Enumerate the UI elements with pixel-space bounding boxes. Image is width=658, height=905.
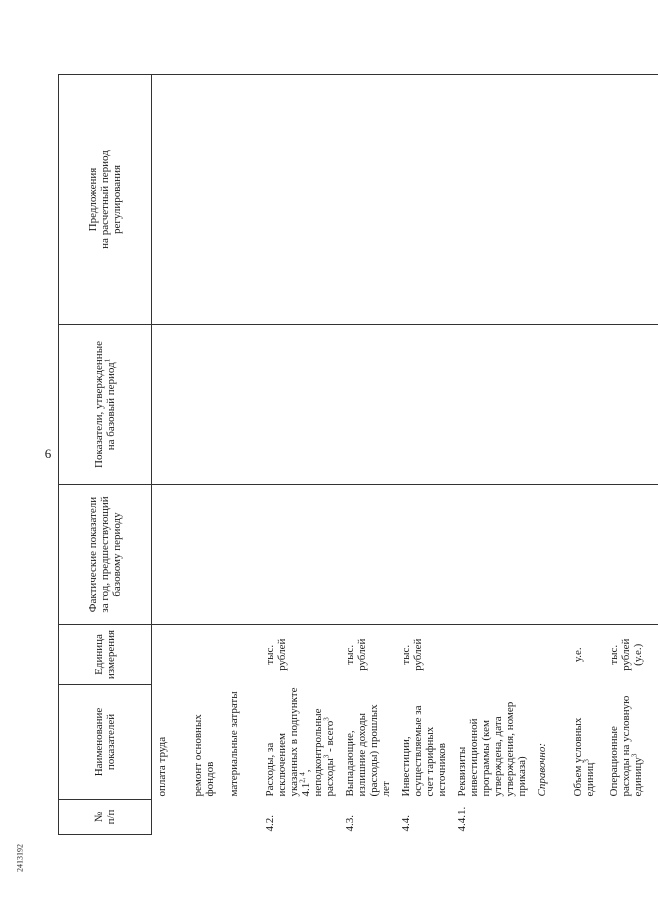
row-name: Выпадающие, излишние доходы (расходы) прошлых лет (344, 704, 392, 797)
row-name (568, 685, 604, 800)
col-header-actual-text: Фактические показатели за год, предшествующий базовому периоду (87, 496, 123, 613)
table-row (452, 75, 532, 835)
row-approved (568, 325, 604, 485)
table-row (188, 75, 224, 835)
row-proposal (452, 75, 532, 325)
row-proposal (152, 75, 189, 325)
col-header-approved (59, 325, 152, 485)
table-row (340, 75, 396, 835)
row-name-part: - всего (324, 720, 336, 755)
row-proposal (532, 75, 568, 325)
row-name: Справочно: (536, 742, 548, 797)
table-row (260, 75, 340, 835)
table-row (224, 75, 260, 835)
row-proposal (604, 75, 658, 325)
row-actual (532, 485, 568, 625)
col-header-name (59, 685, 152, 800)
col-header-unit-text: Единица измерения (93, 629, 117, 680)
row-num: 4.4.1. (456, 806, 468, 832)
row-approved (224, 325, 260, 485)
row-name-part: Расходы, за исключением указанных в подпункте 4.1 (264, 687, 312, 797)
row-approved (152, 325, 189, 485)
page-number: 6 (44, 446, 52, 461)
row-num (532, 800, 568, 835)
row-unit (152, 625, 189, 685)
rotated-page (58, 75, 644, 835)
row-approved (532, 325, 568, 485)
col-header-actual (59, 485, 152, 625)
row-unit (188, 625, 224, 685)
footnote-ref: 3 (322, 717, 331, 721)
row-num (568, 800, 604, 835)
footnote-ref: 3 (322, 754, 331, 759)
col-header-approved-sup: 1 (103, 358, 112, 363)
row-name: ремонт основных фондов (192, 714, 216, 797)
row-name-part: , неподконтрольные расходы (300, 708, 336, 797)
footnote-ref: 3 (582, 759, 591, 763)
table-header-row (59, 75, 152, 835)
row-name: материальные затраты (228, 691, 240, 797)
row-unit: тыс. рублей (396, 625, 452, 685)
row-proposal (224, 75, 260, 325)
footnote-ref: 3 (630, 753, 639, 758)
row-proposal (340, 75, 396, 325)
table-row (568, 75, 604, 835)
row-name: Реквизиты инвестиционной программы (кем утверждена, дата утверждения, номер приказа) (456, 701, 528, 797)
row-num: 4.2. (264, 815, 276, 832)
row-approved (260, 325, 340, 485)
row-unit (532, 625, 568, 685)
row-proposal (396, 75, 452, 325)
row-num: 4.3. (344, 815, 356, 832)
row-num (224, 800, 260, 835)
row-unit: тыс. рублей (340, 625, 396, 685)
indicators-table (58, 74, 658, 835)
row-actual (568, 485, 604, 625)
col-header-num-text: № п/п (93, 809, 117, 825)
row-actual (152, 485, 189, 625)
row-actual (224, 485, 260, 625)
row-actual (188, 485, 224, 625)
row-num (188, 800, 224, 835)
row-proposal (188, 75, 224, 325)
row-num: 4.4. (400, 815, 412, 832)
row-approved (396, 325, 452, 485)
row-unit (224, 625, 260, 685)
row-approved (340, 325, 396, 485)
row-proposal (260, 75, 340, 325)
table-row (532, 75, 568, 835)
col-header-num (59, 800, 152, 835)
col-header-unit (59, 625, 152, 685)
row-num (604, 800, 658, 835)
row-proposal (568, 75, 604, 325)
table-row (396, 75, 452, 835)
row-name (260, 685, 340, 800)
row-unit: тыс. рублей (260, 625, 340, 685)
row-unit: у.е. (568, 625, 604, 685)
table-row (604, 75, 658, 835)
row-actual (340, 485, 396, 625)
table-row (152, 75, 189, 835)
col-header-approved-text: Показатели, утвержденные на базовый период (93, 341, 117, 468)
document-id: 2413192 (15, 844, 25, 872)
row-num (152, 800, 189, 835)
row-unit: тыс. рублей (у.е.) (604, 625, 658, 685)
row-approved (188, 325, 224, 485)
row-name (604, 685, 658, 800)
col-header-proposal-text: Предложения на расчетный период регулирования (87, 150, 123, 249)
row-actual (452, 485, 532, 625)
row-approved (604, 325, 658, 485)
row-name-part: Операционные расходы на условную единицу (608, 695, 644, 797)
row-unit (452, 625, 532, 685)
row-actual (260, 485, 340, 625)
row-name-part: Объем условных единиц (572, 717, 596, 797)
row-name: Инвестиции, осуществляемые за счет тарифных источников (400, 705, 448, 797)
footnote-ref: 2, 4 (298, 772, 307, 783)
row-approved (452, 325, 532, 485)
col-header-name-text: Наименование показателей (93, 707, 117, 777)
row-name: оплата труда (156, 736, 168, 797)
row-actual (604, 485, 658, 625)
row-actual (396, 485, 452, 625)
col-header-proposal (59, 75, 152, 325)
